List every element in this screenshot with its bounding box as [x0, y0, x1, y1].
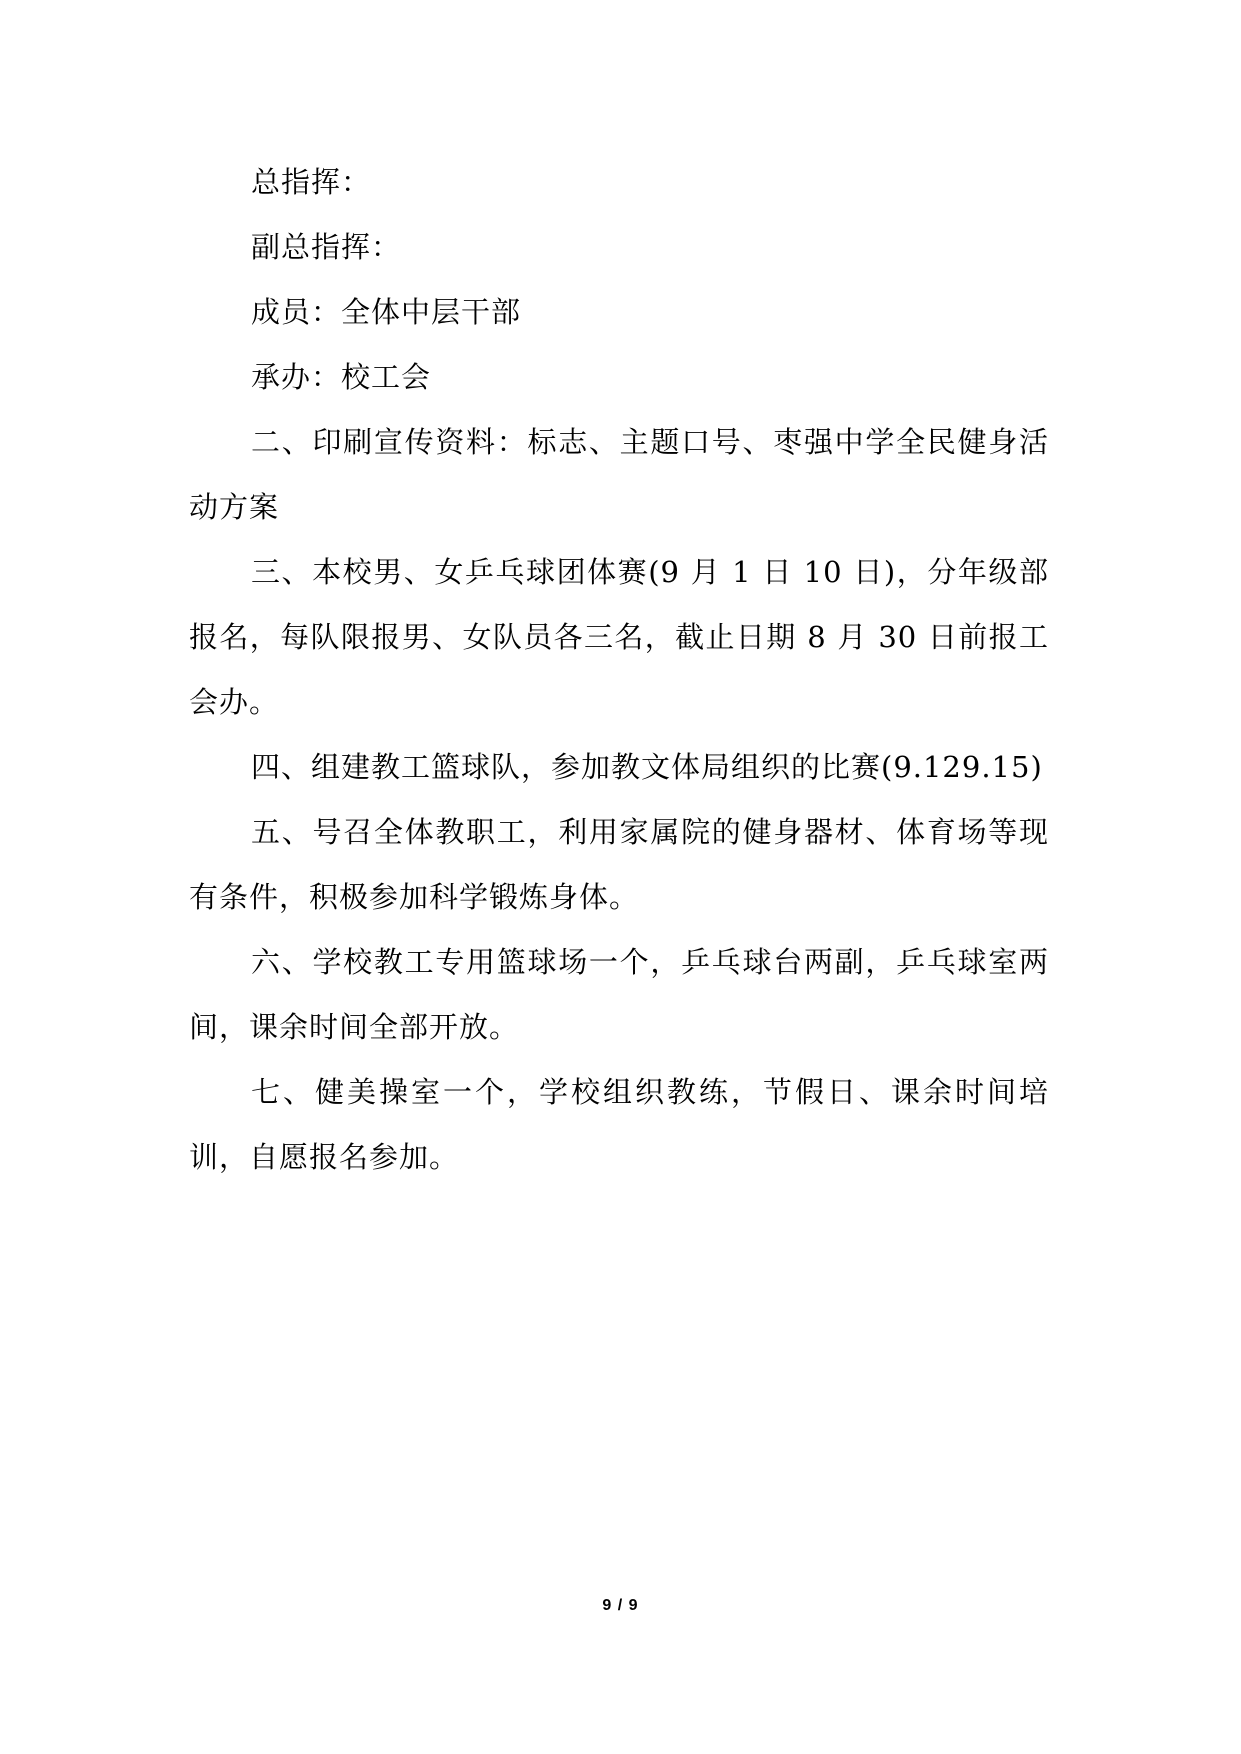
paragraph-deputy-commander: 副总指挥：: [251, 230, 402, 264]
paragraph-item-2: 二、印刷宣传资料：标志、主题口号、枣强中学全民健身活动方案: [189, 425, 1049, 524]
document-body: [189, 150, 1049, 1190]
paragraph-item-6: 六、学校教工专用篮球场一个，乒乓球台两副，乒乓球室两间，课余时间全部开放。: [189, 945, 1049, 1044]
paragraph-commander: 总指挥：: [251, 165, 372, 199]
paragraph-item-3: 三、本校男、女乒乓球团体赛(9 月 1 日 10 日)，分年级部报名，每队限报男、女队员各三名，截止日期 8 月 30 日前报工会办。: [189, 555, 1049, 719]
page-number: 9 / 9: [602, 1597, 639, 1614]
paragraph-item-7: 七、健美操室一个，学校组织教练，节假日、课余时间培训，自愿报名参加。: [189, 1075, 1049, 1174]
paragraph-organizer: 承办：校工会: [251, 360, 432, 394]
paragraph-item-5: 五、号召全体教职工，利用家属院的健身器材、体育场等现有条件，积极参加科学锻炼身体。: [189, 815, 1049, 914]
paragraph-item-4: 四、组建教工篮球队，参加教文体局组织的比赛(9.129.15): [251, 750, 1043, 784]
paragraph-members: 成员：全体中层干部: [251, 295, 522, 329]
